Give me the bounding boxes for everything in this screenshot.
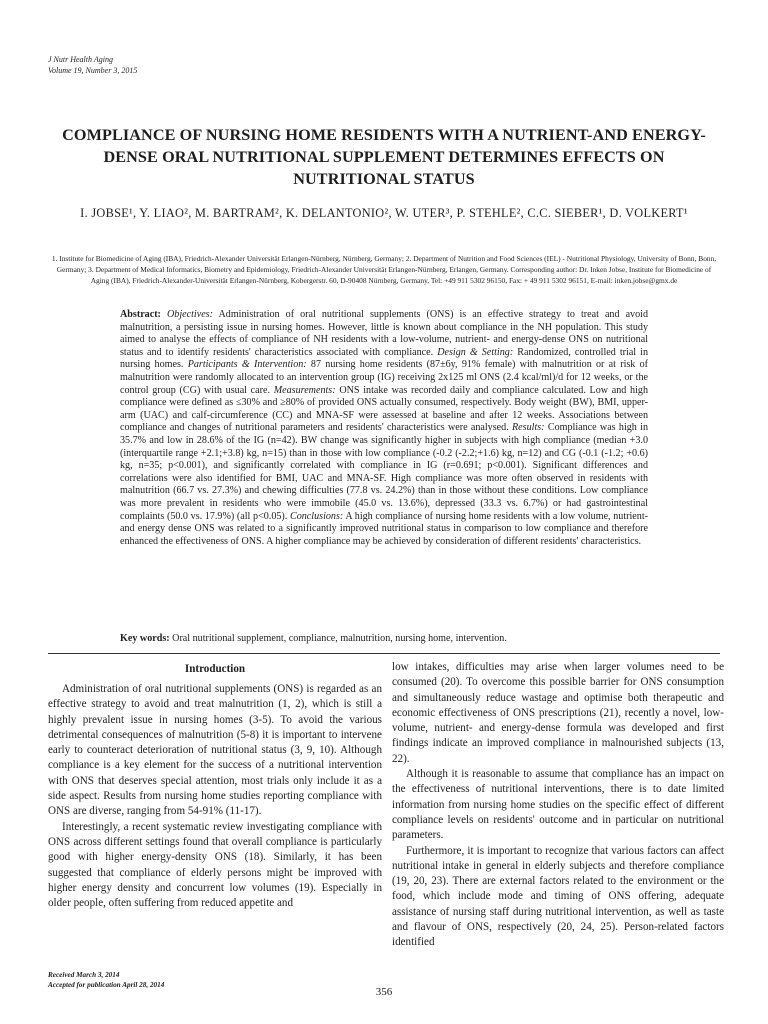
author-list: I. JOBSE¹, Y. LIAO², M. BARTRAM², K. DELANTONIO², W. UTER³, P. STEHLE², C.C. SIEBER¹, D. VOLKERT¹ <box>80 206 688 220</box>
measurements-label: Measurements: <box>273 384 336 396</box>
body-column-left <box>48 660 382 911</box>
keywords <box>120 632 648 645</box>
journal-volume: Volume 19, Number 3, 2015 <box>48 66 138 75</box>
participants-label: Participants & Intervention: <box>187 359 307 371</box>
body-paragraph: Interestingly, a recent systematic review investigating compliance with ONS across different settings found that overall compliance is particularly good with higher energy-density ONS (18). Similarly, it has been suggested that compliance of elderly persons might be improved with higher energy density and concurrent low volumes (19). Especially in older people, often suffering from reduced appetite and <box>48 820 382 910</box>
objectives-text: Administration of oral nutritional supplements (ONS) is an effective strategy to treat and avoid malnutrition, a persisting issue in nursing homes. However, little is known about compliance in the NH population. This study aimed to analyse the effects of compliance of NH residents with a low-volume, nutrient- and energy-dense ONS on nutritional status and to identify residents' characteristics associated with compliance. <box>120 309 649 358</box>
conclusions-text: A high compliance of nursing home residents with a low volume, nutrient- and energy dense ONS was related to a significantly improved nutritional status in comparison to low compliance and therefore enhanced the effectiveness of ONS. A higher compliance may be achieved by consideration of different residents' characteristics. <box>120 510 648 547</box>
section-divider <box>48 653 720 654</box>
body-paragraph: low intakes, difficulties may arise when larger volumes need to be consumed (20). To overcome this possible barrier for ONS consumption and simultaneously reduce wastage and optimise both therapeutic and economic effectiveness of ONS prescriptions (21), recently a novel, low-volume, nutrient- and energy-dense formula was developed and first findings indicate an improved compliance in malnourished subjects (13, 22). <box>392 661 724 765</box>
results-text: Compliance was high in 35.7% and low in 28.6% of the IG (n=42). BW change was significantly higher in subjects with high compliance (median +3.0 (interquartile range +2.1;+3.8) kg, n=15) than in those with low compliance (-0.2 (-2.2;+1.6) kg, n=12) and CG (-0.1 (-1.2; +0.6) kg, n=35; p<0.001), and significantly correlated with compliance in IG (r=0.691; p<0.001). Significant differences and correlations were also identified for BMI, UAC and MNA-SF. High compliance was more often observed in residents with malnutrition (66.7 vs. 27.3%) and chewing difficulties (77.8 vs. 24.2%) than in those without these conditions. Low compliance was more prevalent in residents who were immobile (45.0 vs. 13.6%), depressed (33.3 vs. 6.7%) or had gastrointestinal complaints (50.0 vs. 17.9%) (all p<0.05). <box>120 422 648 522</box>
body-column-right <box>392 660 724 951</box>
design-text: Randomized, controlled trial in nursing homes. <box>120 346 649 371</box>
objectives-label: Objectives: <box>167 309 213 320</box>
keywords-text: Oral nutritional supplement, compliance, malnutrition, nursing home, intervention. <box>172 633 507 644</box>
body-paragraph: Although it is reasonable to assume that compliance has an impact on the effectiveness of nutritional interventions, there is to date limited information from nursing home studies on the specific effect of different compliance levels on residents' outcome and in particular on nutritional parameters. <box>392 768 724 842</box>
page-number: 356 <box>375 986 393 998</box>
keywords-label: Key words: <box>120 633 170 644</box>
accepted-date: Accepted for publication April 28, 2014 <box>48 980 165 989</box>
participants-text: 87 nursing home residents (87±6y, 91% female) with malnutrition or at risk of malnutrition were randomly allocated to an intervention group (IG) receiving 2x125 ml ONS (2.4 kcal/ml)/d for 12 weeks, or the control group (CG) with usual care. <box>120 359 649 396</box>
results-label: Results: <box>512 422 545 434</box>
journal-header <box>48 54 137 76</box>
abstract-label: Abstract: <box>120 309 161 320</box>
section-heading: Introduction <box>184 663 246 675</box>
abstract <box>120 309 648 548</box>
received-date: Received March 3, 2014 <box>48 971 120 979</box>
affiliations: 1. Institute for Biomedicine of Aging (IBA), Friedrich-Alexander Universität Erlangen-Nürnberg, Nürnberg, Germany; 2. Department of Nutrition and Food Sciences (IEL) - Nutritional Physiology, University of Bonn, Bonn, Germany; 3. Department of Medical Informatics, Biometry and Epidemiology, Friedrich-Alexander Universität Erlangen-Nürnberg, Erlangen, Germany. Corresponding author: Dr. Inken Jobse, Institute for Biomedicine of Aging (IBA), Friedrich-Alexander-Universität Erlangen-Nürnberg, Kobergerstr. 60, D-90408 Nürnberg, Germany, Tel: +49 911 5302 96150, Fax: + 49 911 5302 96151, E-mail: inken.jobse@gmx.de <box>51 254 717 285</box>
article-title: COMPLIANCE OF NURSING HOME RESIDENTS WITH A NUTRIENT-AND ENERGY-DENSE ORAL NUTRITIONAL SUPPLEMENT DETERMINES EFFECTS ON NUTRITIONAL STATUS <box>62 126 706 188</box>
design-label: Design & Setting: <box>437 346 514 358</box>
conclusions-label: Conclusions: <box>289 510 344 522</box>
body-paragraph: Administration of oral nutritional supplements (ONS) is regarded as an effective strategy to avoid and treat malnutrition (1, 2), which is still a highly prevalent issue in nursing homes (3-5). To avoid the various detrimental consequences of malnutrition (5-8) it is important to intervene early to counteract deterioration of nutritional status (3, 9, 10). Although compliance is a key element for the success of a nutritional intervention with ONS that deserves special attention, most trials only include it as a side aspect. Results from nursing home studies reporting compliance with ONS are diverse, ranging from 54-91% (11-17). <box>48 683 382 818</box>
body-paragraph: Furthermore, it is important to recognize that various factors can affect nutritional intake in general in elderly subjects and therefore compliance (19, 20, 23). There are external factors related to the environment or the food, which include mode and timing of ONS offering, adequate assistance of nursing staff during nutritional intervention, as well as taste and flavour of ONS, respectively (20, 24, 25). Person-related factors identified <box>392 844 724 949</box>
measurements-text: ONS intake was recorded daily and compliance calculated. Low and high compliance were defined as ≤30% and ≥80% of provided ONS actually consumed, respectively. Body weight (BW), BMI, upper-arm (UAC) and calf-circumference (CC) and MNA-SF were assessed at baseline and after 12 weeks. Associations between compliance and changes of nutritional parameters and residents' characteristics were analysed. <box>120 384 648 434</box>
journal-name: J Nutr Health Aging <box>48 55 113 64</box>
